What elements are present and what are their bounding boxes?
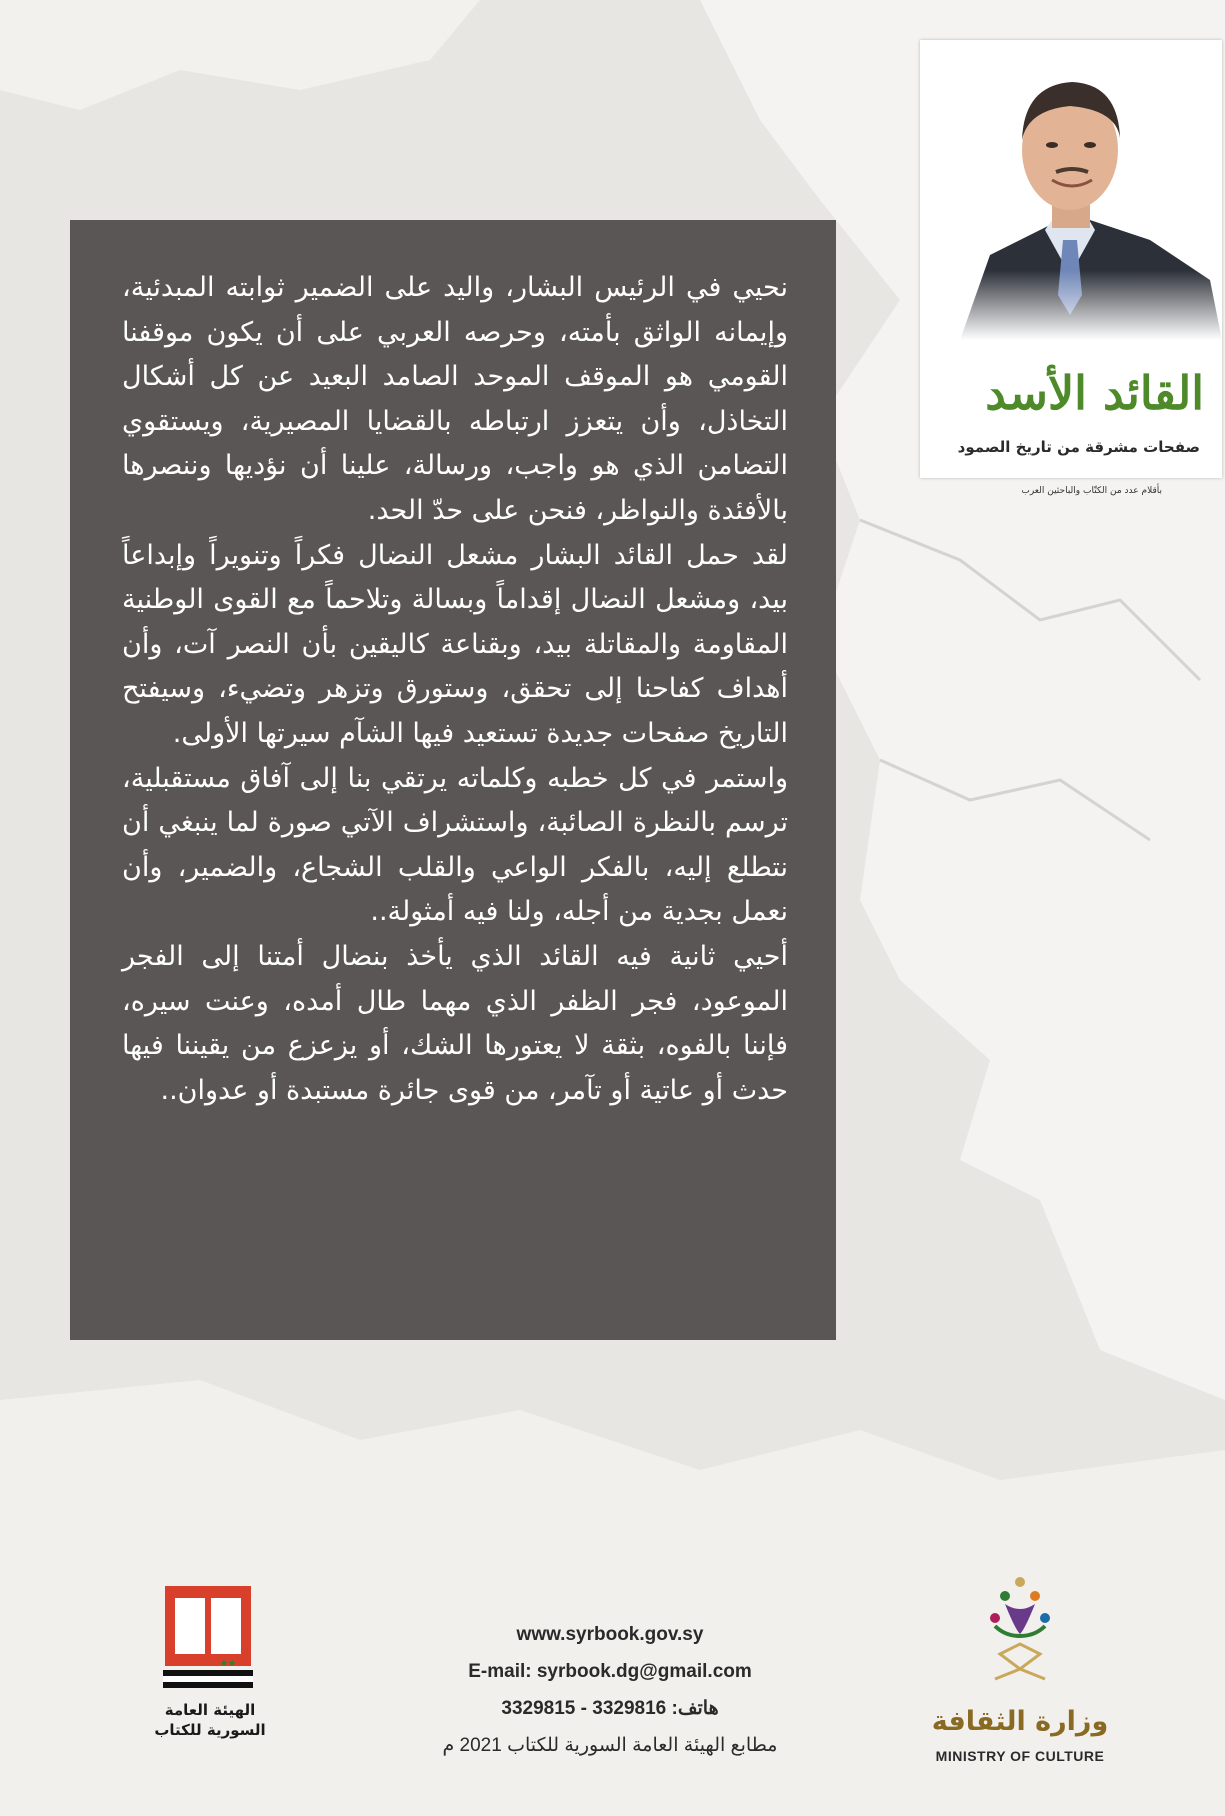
open-book-logo-icon: [163, 1584, 253, 1696]
paragraph-4: أحيي ثانية فيه القائد الذي يأخذ بنضال أمتنا إلى الفجر الموعود، فجر الظفر الذي مهما طال أمده، وعنت سيره، فإننا بالفوه، بثقة لا يعتورها الشك، أو يزعزع من يقيننا فيها حدث أو عاتية أو تآمر، من قوى جائرة مستبدة أو عدوان..: [122, 940, 788, 1106]
publisher-name-line1: الهيئة العامة: [164, 1701, 256, 1719]
svg-text:★★: ★★: [220, 1659, 237, 1669]
portrait-image: [920, 40, 1222, 340]
paragraph-1: نحيي في الرئيس البشار، واليد على الضمير ثوابته المبدئية، وإيمانه الواثق بأمته، وحرصه العربي على أن يكون موقفنا القومي هو الموقف الموحد الصامد البعيد عن كل أشكال التخاذل، وأن يتعزز ارتباطه بالقضايا المصيرية، ويستقوي التضامن الذي هو واجب، ورسالة، علينا أن نؤديها وننصرها بالأفئدة والنواظر، فنحن على حدّ الحد.: [122, 272, 788, 526]
ministry-of-culture-logo-icon: [975, 1574, 1065, 1704]
phone-number: هاتف: 3329816 - 3329815: [501, 1698, 719, 1719]
printer-line: مطابع الهيئة العامة السورية للكتاب 2021 م: [442, 1735, 778, 1756]
contact-info: [370, 1616, 850, 1764]
book-cover-thumbnail: [920, 40, 1222, 496]
email-link[interactable]: E-mail: syrbook.dg@gmail.com: [468, 1661, 752, 1682]
ministry-name-arabic: وزارة الثقافة: [931, 1706, 1109, 1737]
website-link[interactable]: www.syrbook.gov.sy: [516, 1624, 704, 1645]
ministry-name-english: MINISTRY OF CULTURE: [935, 1748, 1105, 1764]
book-subtitle: صفحات مشرقة من تاريخ الصمود: [957, 438, 1200, 456]
book-title: القائد الأسد: [985, 366, 1204, 420]
paragraph-3: واستمر في كل خطبه وكلماته يرتقي بنا إلى آفاق مستقبلية، ترسم بالنظرة الصائبة، واستشراف الآتي صورة لما ينبغي أن نتطلع إليه، بالفكر الواعي والقلب الشجاع، والضمير، وأن نعمل بجدية من أجله، ولنا فيه أمثولة..: [122, 762, 788, 928]
back-cover-text-block: [70, 220, 836, 1340]
publisher-name-line2: السورية للكتاب: [154, 1721, 266, 1739]
publisher-name: [150, 1700, 270, 1740]
book-authors: بأقلام عدد من الكتّاب والباحثين العرب: [1021, 486, 1162, 496]
paragraph-2: لقد حمل القائد البشار مشعل النضال فكراً وتنويراً وإبداعاً بيد، ومشعل النضال إقداماً وبسالة وتلاحماً مع القوى الوطنية المقاومة والمقاتلة بيد، وبقناعة كاليقين بأن النصر آت، وأن أهداف كفاحنا إلى تحقق، وستورق وتزهر وتضيء، وسيفتح التاريخ صفحات جديدة تستعيد فيها الشآم سيرتها الأولى.: [122, 539, 788, 749]
